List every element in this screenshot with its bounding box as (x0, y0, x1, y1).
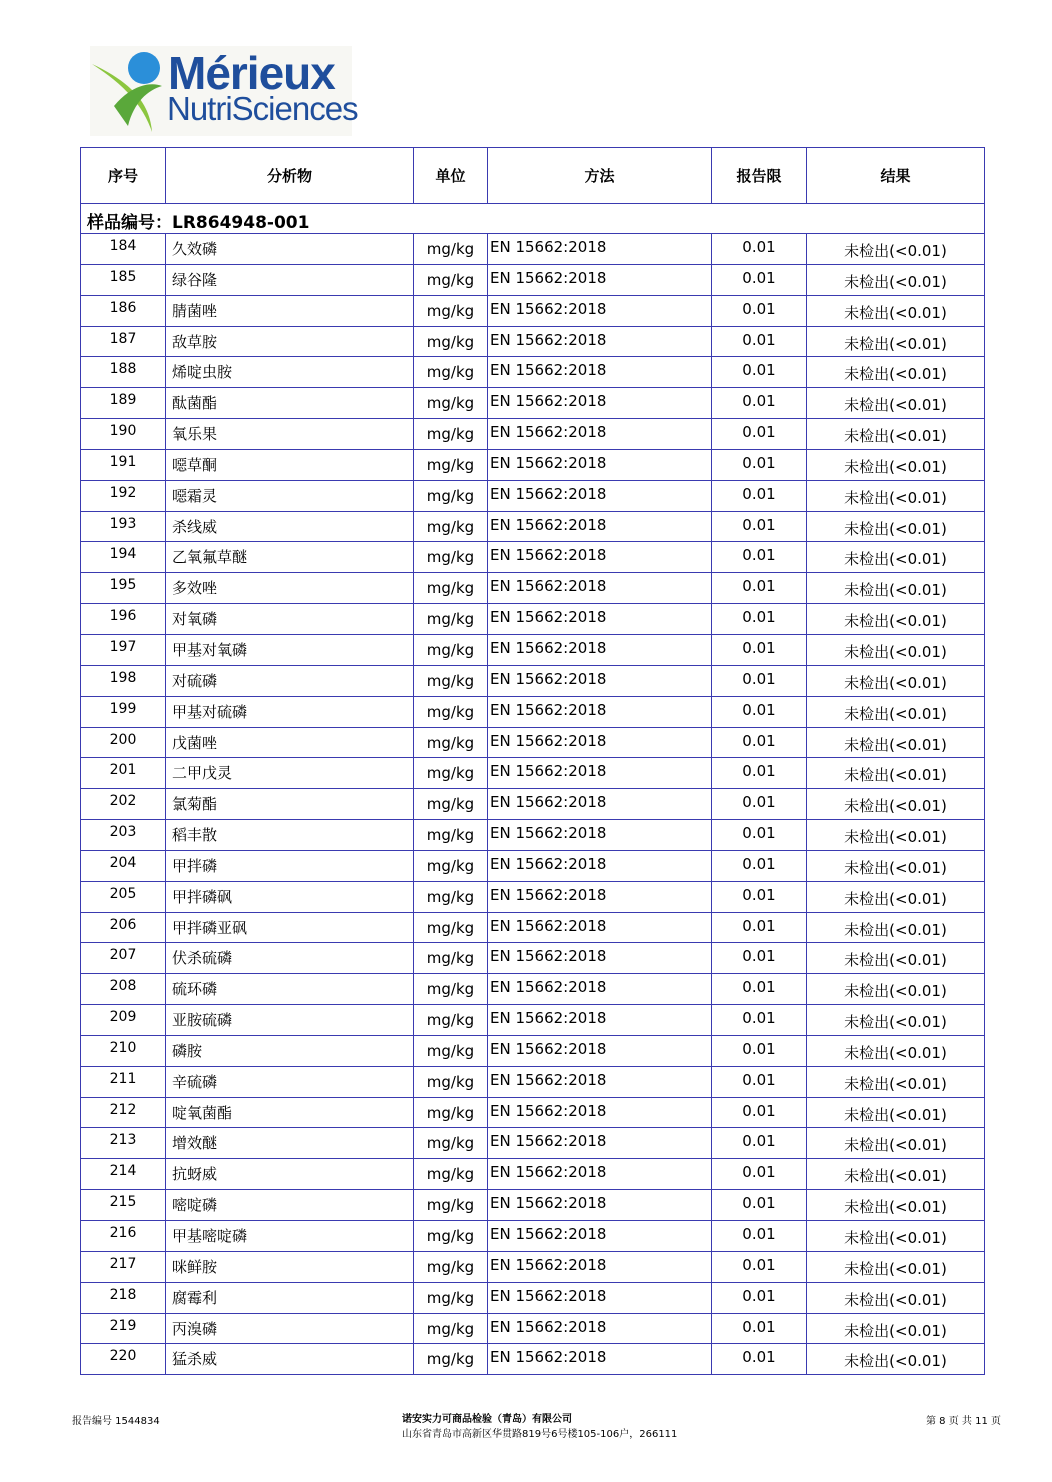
cell-seq: 205 (81, 881, 166, 912)
cell-seq: 195 (81, 573, 166, 604)
cell-method: EN 15662:2018 (488, 234, 712, 265)
cell-analyte: 久效磷 (166, 234, 414, 265)
header-analyte: 分析物 (166, 148, 414, 204)
cell-method: EN 15662:2018 (488, 542, 712, 573)
cell-result: 未检出(<0.01) (807, 1221, 985, 1252)
cell-analyte: 甲基嘧啶磷 (166, 1221, 414, 1252)
cell-unit: mg/kg (414, 943, 488, 974)
cell-analyte: 乙氧氟草醚 (166, 542, 414, 573)
table-row (81, 419, 985, 450)
cell-unit: mg/kg (414, 758, 488, 789)
cell-result: 未检出(<0.01) (807, 1066, 985, 1097)
cell-result: 未检出(<0.01) (807, 727, 985, 758)
cell-unit: mg/kg (414, 326, 488, 357)
cell-result: 未检出(<0.01) (807, 634, 985, 665)
table-header-row (81, 148, 985, 204)
cell-method: EN 15662:2018 (488, 789, 712, 820)
cell-analyte: 对硫磷 (166, 665, 414, 696)
table-row (81, 511, 985, 542)
table-row (81, 295, 985, 326)
cell-unit: mg/kg (414, 1251, 488, 1282)
cell-seq: 201 (81, 758, 166, 789)
cell-method: EN 15662:2018 (488, 696, 712, 727)
cell-unit: mg/kg (414, 1035, 488, 1066)
table-row (81, 850, 985, 881)
cell-limit: 0.01 (712, 419, 807, 450)
cell-analyte: 多效唑 (166, 573, 414, 604)
cell-result: 未检出(<0.01) (807, 758, 985, 789)
cell-result: 未检出(<0.01) (807, 480, 985, 511)
table-row (81, 1190, 985, 1221)
cell-result: 未检出(<0.01) (807, 511, 985, 542)
cell-method: EN 15662:2018 (488, 1097, 712, 1128)
cell-unit: mg/kg (414, 665, 488, 696)
cell-limit: 0.01 (712, 727, 807, 758)
cell-seq: 213 (81, 1128, 166, 1159)
cell-analyte: 酞菌酯 (166, 388, 414, 419)
header-result: 结果 (807, 148, 985, 204)
cell-result: 未检出(<0.01) (807, 665, 985, 696)
cell-analyte: 腈菌唑 (166, 295, 414, 326)
table-row (81, 1344, 985, 1375)
cell-analyte: 猛杀威 (166, 1344, 414, 1375)
cell-method: EN 15662:2018 (488, 974, 712, 1005)
table-row (81, 357, 985, 388)
cell-seq: 216 (81, 1221, 166, 1252)
cell-seq: 215 (81, 1190, 166, 1221)
cell-seq: 200 (81, 727, 166, 758)
cell-seq: 204 (81, 850, 166, 881)
cell-method: EN 15662:2018 (488, 1251, 712, 1282)
table-row (81, 634, 985, 665)
cell-limit: 0.01 (712, 604, 807, 635)
cell-result: 未检出(<0.01) (807, 1005, 985, 1036)
table-row (81, 943, 985, 974)
cell-analyte: 敌草胺 (166, 326, 414, 357)
cell-limit: 0.01 (712, 1251, 807, 1282)
cell-limit: 0.01 (712, 974, 807, 1005)
cell-limit: 0.01 (712, 357, 807, 388)
cell-result: 未检出(<0.01) (807, 1128, 985, 1159)
cell-method: EN 15662:2018 (488, 419, 712, 450)
table-row (81, 234, 985, 265)
logo-text-merieux: Mérieux (168, 47, 335, 99)
table-row (81, 974, 985, 1005)
cell-unit: mg/kg (414, 234, 488, 265)
cell-result: 未检出(<0.01) (807, 1035, 985, 1066)
header-seq: 序号 (81, 148, 166, 204)
cell-limit: 0.01 (712, 1159, 807, 1190)
cell-seq: 206 (81, 912, 166, 943)
cell-analyte: 辛硫磷 (166, 1066, 414, 1097)
cell-seq: 203 (81, 820, 166, 851)
cell-analyte: 戊菌唑 (166, 727, 414, 758)
cell-unit: mg/kg (414, 295, 488, 326)
cell-analyte: 伏杀硫磷 (166, 943, 414, 974)
cell-seq: 202 (81, 789, 166, 820)
footer-address: 山东省青岛市高新区华贯路819号6号楼105-106户，266111 (402, 1429, 678, 1440)
cell-method: EN 15662:2018 (488, 573, 712, 604)
cell-unit: mg/kg (414, 1128, 488, 1159)
table-row (81, 665, 985, 696)
cell-limit: 0.01 (712, 1221, 807, 1252)
cell-analyte: 氯菊酯 (166, 789, 414, 820)
cell-analyte: 甲基对硫磷 (166, 696, 414, 727)
cell-limit: 0.01 (712, 1097, 807, 1128)
cell-limit: 0.01 (712, 573, 807, 604)
cell-method: EN 15662:2018 (488, 357, 712, 388)
table-row (81, 326, 985, 357)
cell-result: 未检出(<0.01) (807, 1313, 985, 1344)
cell-seq: 188 (81, 357, 166, 388)
footer-company-name: 诺安实力可商品检验（青岛）有限公司 (402, 1414, 572, 1425)
cell-method: EN 15662:2018 (488, 727, 712, 758)
cell-unit: mg/kg (414, 357, 488, 388)
cell-method: EN 15662:2018 (488, 1221, 712, 1252)
cell-limit: 0.01 (712, 1128, 807, 1159)
cell-limit: 0.01 (712, 1282, 807, 1313)
cell-method: EN 15662:2018 (488, 1005, 712, 1036)
cell-unit: mg/kg (414, 1221, 488, 1252)
cell-result: 未检出(<0.01) (807, 295, 985, 326)
cell-seq: 192 (81, 480, 166, 511)
cell-unit: mg/kg (414, 542, 488, 573)
cell-seq: 209 (81, 1005, 166, 1036)
cell-analyte: 二甲戊灵 (166, 758, 414, 789)
cell-method: EN 15662:2018 (488, 326, 712, 357)
cell-unit: mg/kg (414, 1159, 488, 1190)
table-row (81, 1005, 985, 1036)
header-unit: 单位 (414, 148, 488, 204)
cell-result: 未检出(<0.01) (807, 696, 985, 727)
cell-result: 未检出(<0.01) (807, 1282, 985, 1313)
cell-limit: 0.01 (712, 758, 807, 789)
cell-result: 未检出(<0.01) (807, 1251, 985, 1282)
cell-seq: 214 (81, 1159, 166, 1190)
cell-unit: mg/kg (414, 604, 488, 635)
cell-limit: 0.01 (712, 912, 807, 943)
cell-limit: 0.01 (712, 326, 807, 357)
cell-result: 未检出(<0.01) (807, 388, 985, 419)
table-row (81, 604, 985, 635)
table-row (81, 573, 985, 604)
cell-seq: 194 (81, 542, 166, 573)
cell-method: EN 15662:2018 (488, 943, 712, 974)
table-row (81, 1313, 985, 1344)
cell-limit: 0.01 (712, 1005, 807, 1036)
cell-seq: 197 (81, 634, 166, 665)
cell-limit: 0.01 (712, 696, 807, 727)
cell-limit: 0.01 (712, 1190, 807, 1221)
cell-limit: 0.01 (712, 789, 807, 820)
cell-unit: mg/kg (414, 388, 488, 419)
cell-seq: 199 (81, 696, 166, 727)
table-row (81, 1251, 985, 1282)
cell-unit: mg/kg (414, 1190, 488, 1221)
cell-method: EN 15662:2018 (488, 388, 712, 419)
cell-limit: 0.01 (712, 449, 807, 480)
cell-result: 未检出(<0.01) (807, 1097, 985, 1128)
cell-seq: 190 (81, 419, 166, 450)
cell-seq: 184 (81, 234, 166, 265)
cell-limit: 0.01 (712, 881, 807, 912)
cell-limit: 0.01 (712, 943, 807, 974)
cell-method: EN 15662:2018 (488, 1190, 712, 1221)
cell-method: EN 15662:2018 (488, 758, 712, 789)
table-row (81, 1282, 985, 1313)
cell-method: EN 15662:2018 (488, 511, 712, 542)
cell-analyte: 增效醚 (166, 1128, 414, 1159)
cell-unit: mg/kg (414, 881, 488, 912)
cell-result: 未检出(<0.01) (807, 1344, 985, 1375)
cell-unit: mg/kg (414, 480, 488, 511)
cell-analyte: 杀线威 (166, 511, 414, 542)
table-row (81, 1097, 985, 1128)
cell-limit: 0.01 (712, 264, 807, 295)
cell-analyte: 丙溴磷 (166, 1313, 414, 1344)
table-row (81, 1066, 985, 1097)
cell-analyte: 绿谷隆 (166, 264, 414, 295)
sample-id-row (81, 204, 985, 234)
cell-result: 未检出(<0.01) (807, 789, 985, 820)
cell-unit: mg/kg (414, 1344, 488, 1375)
cell-unit: mg/kg (414, 789, 488, 820)
cell-unit: mg/kg (414, 634, 488, 665)
cell-seq: 187 (81, 326, 166, 357)
cell-unit: mg/kg (414, 449, 488, 480)
table-row (81, 480, 985, 511)
cell-result: 未检出(<0.01) (807, 326, 985, 357)
sample-id-label: 样品编号：LR864948-001 (81, 204, 985, 234)
cell-seq: 191 (81, 449, 166, 480)
cell-result: 未检出(<0.01) (807, 1159, 985, 1190)
cell-analyte: 噁草酮 (166, 449, 414, 480)
table-row (81, 542, 985, 573)
cell-limit: 0.01 (712, 388, 807, 419)
cell-method: EN 15662:2018 (488, 1282, 712, 1313)
cell-result: 未检出(<0.01) (807, 357, 985, 388)
cell-method: EN 15662:2018 (488, 912, 712, 943)
table-row (81, 1128, 985, 1159)
cell-seq: 196 (81, 604, 166, 635)
cell-result: 未检出(<0.01) (807, 573, 985, 604)
cell-method: EN 15662:2018 (488, 604, 712, 635)
cell-seq: 185 (81, 264, 166, 295)
cell-method: EN 15662:2018 (488, 1035, 712, 1066)
cell-unit: mg/kg (414, 850, 488, 881)
cell-result: 未检出(<0.01) (807, 974, 985, 1005)
table-row (81, 264, 985, 295)
cell-analyte: 腐霉利 (166, 1282, 414, 1313)
cell-unit: mg/kg (414, 820, 488, 851)
cell-result: 未检出(<0.01) (807, 1190, 985, 1221)
cell-analyte: 甲基对氧磷 (166, 634, 414, 665)
cell-analyte: 咪鲜胺 (166, 1251, 414, 1282)
cell-unit: mg/kg (414, 1097, 488, 1128)
footer-report-number: 报告编号 1544834 (72, 1416, 160, 1427)
cell-result: 未检出(<0.01) (807, 912, 985, 943)
cell-method: EN 15662:2018 (488, 480, 712, 511)
cell-analyte: 甲拌磷亚砜 (166, 912, 414, 943)
cell-limit: 0.01 (712, 295, 807, 326)
cell-method: EN 15662:2018 (488, 264, 712, 295)
cell-unit: mg/kg (414, 573, 488, 604)
results-table (80, 147, 985, 1375)
cell-unit: mg/kg (414, 912, 488, 943)
cell-analyte: 亚胺硫磷 (166, 1005, 414, 1036)
cell-seq: 218 (81, 1282, 166, 1313)
header-limit: 报告限 (712, 148, 807, 204)
cell-unit: mg/kg (414, 1005, 488, 1036)
cell-limit: 0.01 (712, 480, 807, 511)
footer-page-number: 第 8 页 共 11 页 (926, 1416, 1001, 1427)
footer-company-block (402, 1412, 677, 1442)
cell-method: EN 15662:2018 (488, 1344, 712, 1375)
cell-analyte: 稻丰散 (166, 820, 414, 851)
cell-unit: mg/kg (414, 1282, 488, 1313)
cell-method: EN 15662:2018 (488, 1313, 712, 1344)
cell-method: EN 15662:2018 (488, 295, 712, 326)
cell-seq: 211 (81, 1066, 166, 1097)
cell-seq: 210 (81, 1035, 166, 1066)
cell-unit: mg/kg (414, 974, 488, 1005)
cell-analyte: 氧乐果 (166, 419, 414, 450)
cell-seq: 193 (81, 511, 166, 542)
cell-limit: 0.01 (712, 1313, 807, 1344)
cell-analyte: 嘧啶磷 (166, 1190, 414, 1221)
cell-analyte: 抗蚜威 (166, 1159, 414, 1190)
cell-result: 未检出(<0.01) (807, 943, 985, 974)
cell-seq: 212 (81, 1097, 166, 1128)
cell-analyte: 对氧磷 (166, 604, 414, 635)
cell-result: 未检出(<0.01) (807, 264, 985, 295)
table-row (81, 727, 985, 758)
cell-limit: 0.01 (712, 1035, 807, 1066)
cell-method: EN 15662:2018 (488, 634, 712, 665)
cell-result: 未检出(<0.01) (807, 234, 985, 265)
cell-analyte: 啶氧菌酯 (166, 1097, 414, 1128)
table-row (81, 820, 985, 851)
cell-result: 未检出(<0.01) (807, 542, 985, 573)
cell-method: EN 15662:2018 (488, 665, 712, 696)
cell-limit: 0.01 (712, 511, 807, 542)
cell-limit: 0.01 (712, 234, 807, 265)
table-row (81, 1159, 985, 1190)
cell-unit: mg/kg (414, 1066, 488, 1097)
cell-seq: 198 (81, 665, 166, 696)
cell-unit: mg/kg (414, 264, 488, 295)
cell-method: EN 15662:2018 (488, 881, 712, 912)
table-row (81, 881, 985, 912)
cell-method: EN 15662:2018 (488, 820, 712, 851)
cell-result: 未检出(<0.01) (807, 604, 985, 635)
cell-unit: mg/kg (414, 1313, 488, 1344)
logo-text-nutrisciences: NutriSciences (167, 90, 358, 127)
cell-limit: 0.01 (712, 820, 807, 851)
cell-method: EN 15662:2018 (488, 1128, 712, 1159)
table-row (81, 1221, 985, 1252)
cell-limit: 0.01 (712, 665, 807, 696)
cell-method: EN 15662:2018 (488, 1066, 712, 1097)
cell-seq: 219 (81, 1313, 166, 1344)
cell-result: 未检出(<0.01) (807, 419, 985, 450)
table-row (81, 758, 985, 789)
cell-method: EN 15662:2018 (488, 1159, 712, 1190)
cell-analyte: 甲拌磷 (166, 850, 414, 881)
cell-seq: 186 (81, 295, 166, 326)
table-row (81, 388, 985, 419)
cell-method: EN 15662:2018 (488, 449, 712, 480)
cell-method: EN 15662:2018 (488, 850, 712, 881)
cell-analyte: 硫环磷 (166, 974, 414, 1005)
cell-limit: 0.01 (712, 1066, 807, 1097)
cell-seq: 208 (81, 974, 166, 1005)
cell-limit: 0.01 (712, 634, 807, 665)
table-row (81, 912, 985, 943)
cell-seq: 189 (81, 388, 166, 419)
cell-limit: 0.01 (712, 1344, 807, 1375)
cell-limit: 0.01 (712, 850, 807, 881)
cell-unit: mg/kg (414, 511, 488, 542)
cell-seq: 220 (81, 1344, 166, 1375)
table-row (81, 789, 985, 820)
cell-seq: 207 (81, 943, 166, 974)
header-method: 方法 (488, 148, 712, 204)
cell-result: 未检出(<0.01) (807, 881, 985, 912)
cell-analyte: 磷胺 (166, 1035, 414, 1066)
table-row (81, 1035, 985, 1066)
cell-unit: mg/kg (414, 419, 488, 450)
cell-analyte: 烯啶虫胺 (166, 357, 414, 388)
table-row (81, 696, 985, 727)
cell-limit: 0.01 (712, 542, 807, 573)
cell-result: 未检出(<0.01) (807, 850, 985, 881)
table-row (81, 449, 985, 480)
cell-seq: 217 (81, 1251, 166, 1282)
cell-analyte: 甲拌磷砜 (166, 881, 414, 912)
cell-result: 未检出(<0.01) (807, 449, 985, 480)
cell-analyte: 噁霜灵 (166, 480, 414, 511)
cell-result: 未检出(<0.01) (807, 820, 985, 851)
cell-unit: mg/kg (414, 696, 488, 727)
cell-unit: mg/kg (414, 727, 488, 758)
